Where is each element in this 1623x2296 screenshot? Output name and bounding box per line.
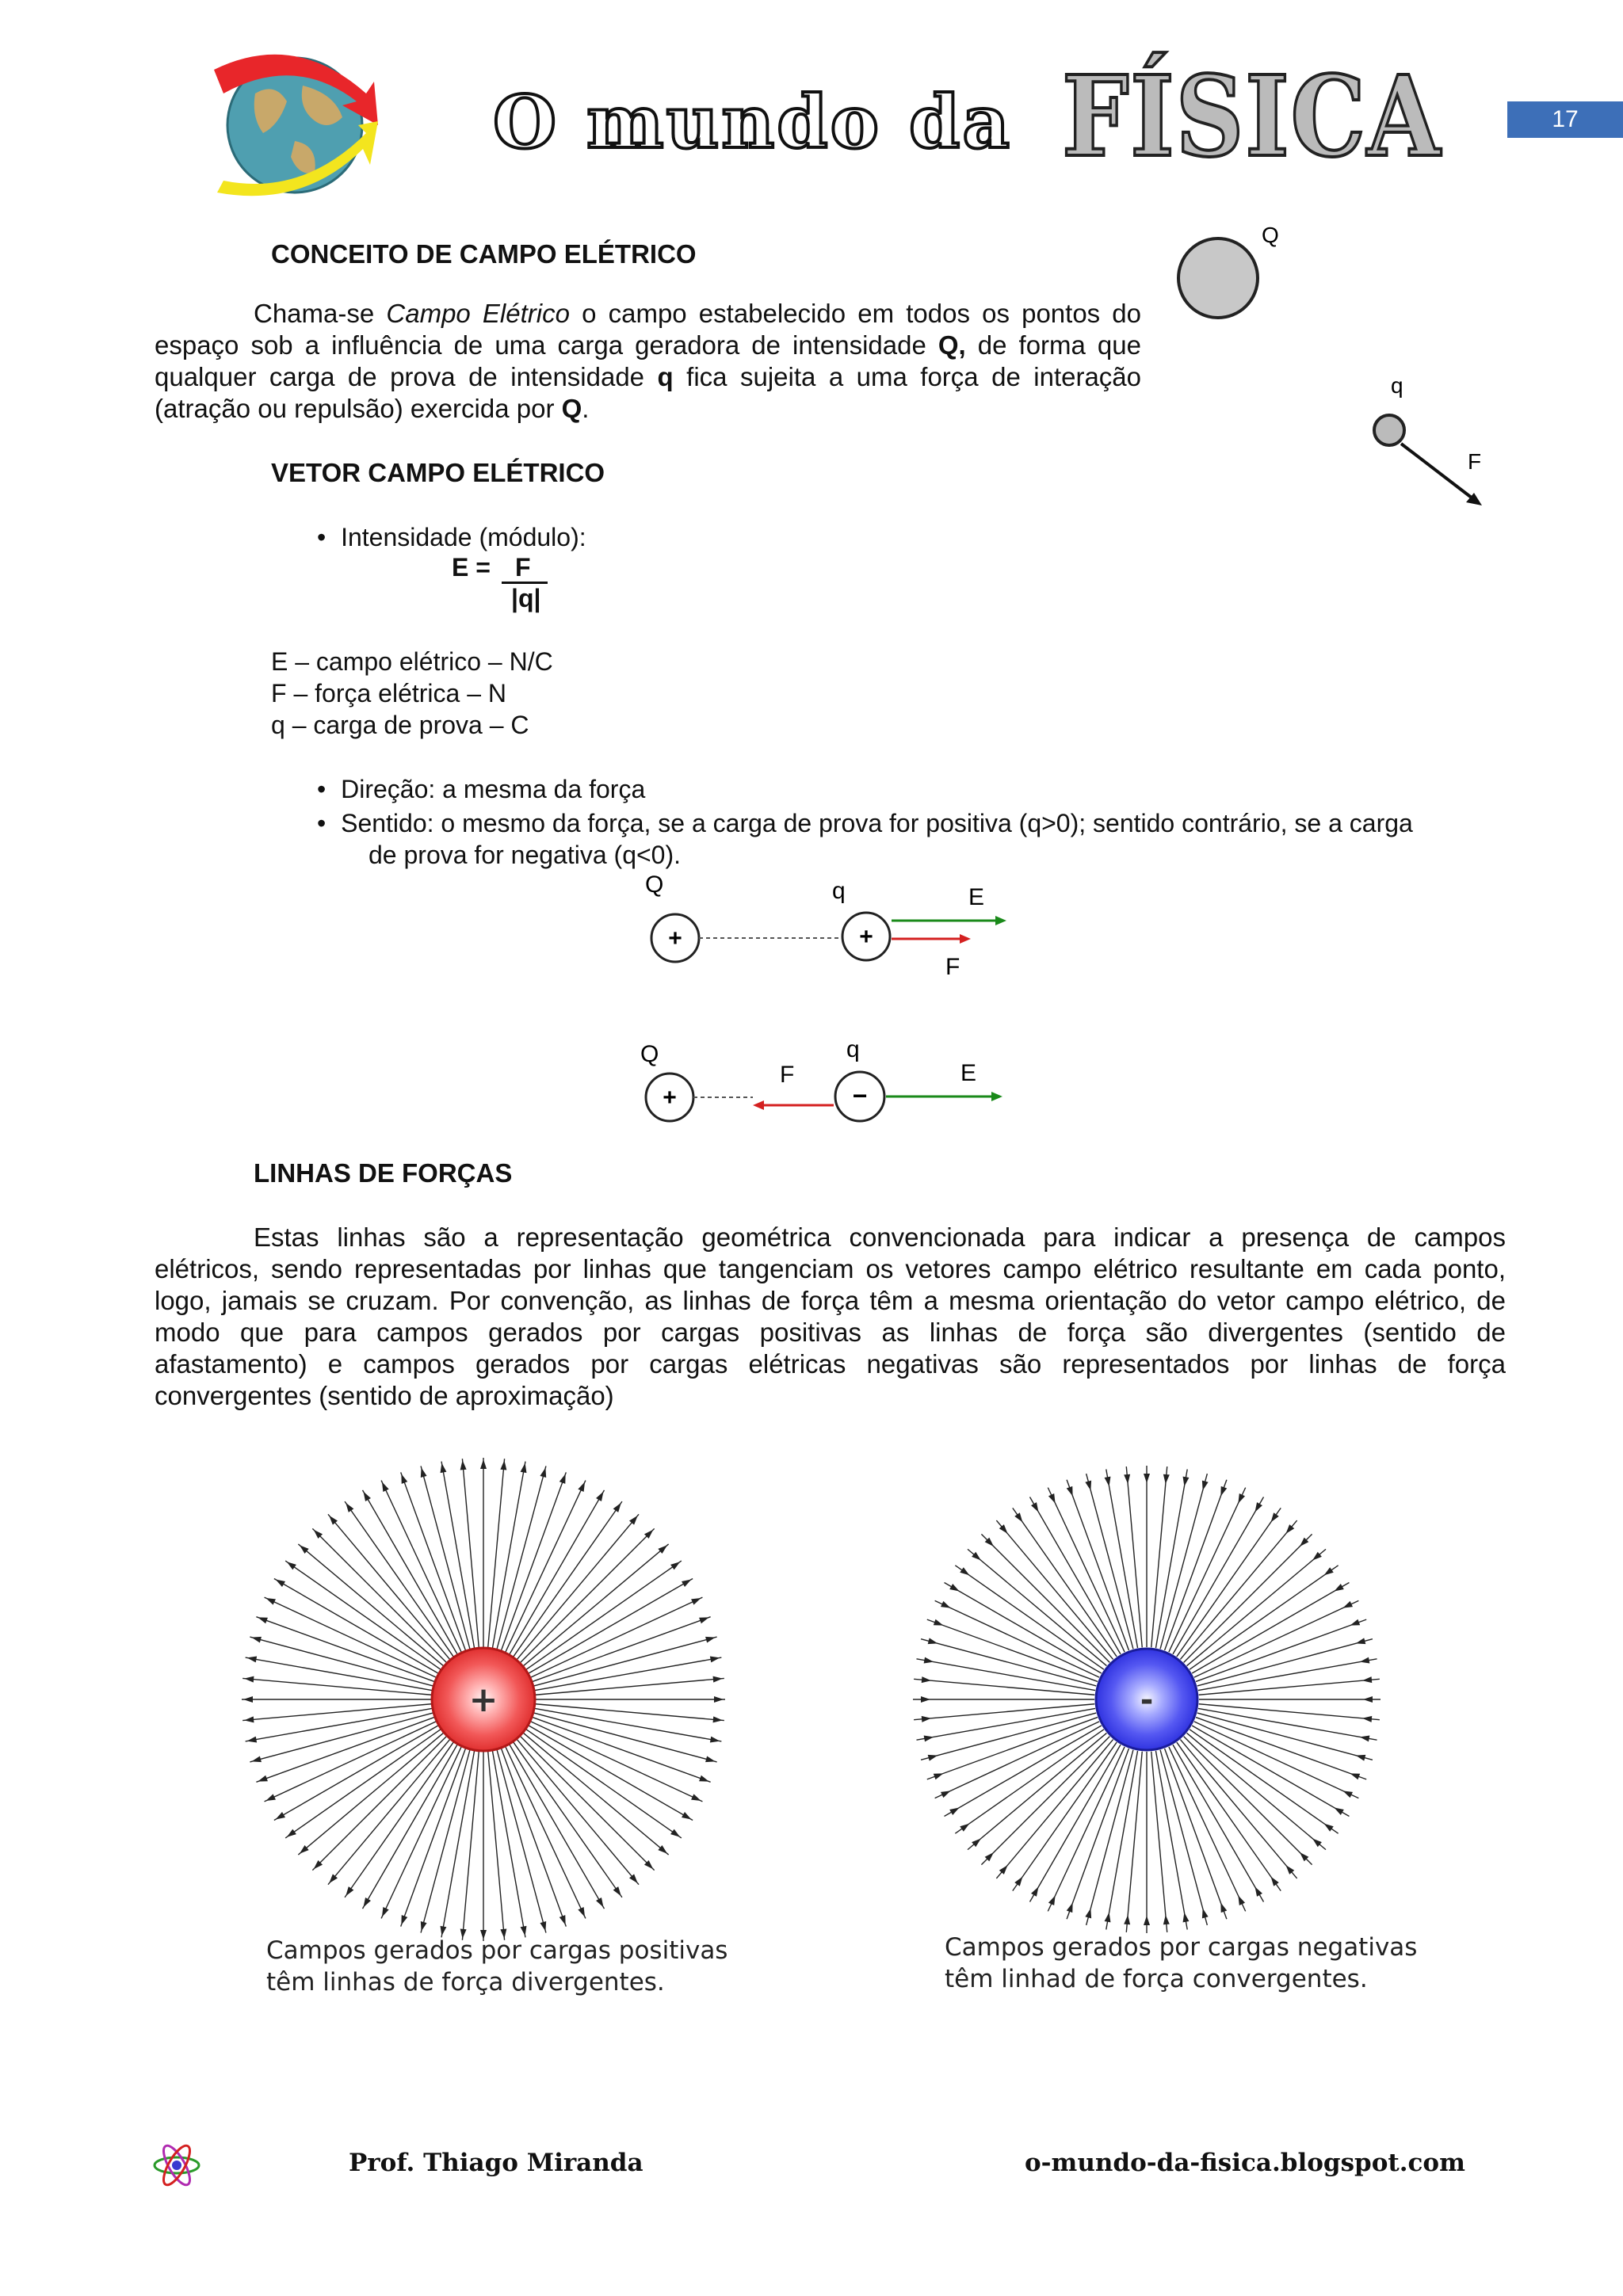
negative-test-charge-diagram (626, 1030, 1022, 1133)
text: (atração ou repulsão) exercida por (155, 394, 555, 423)
force-arrow (1401, 444, 1476, 501)
field-line-arrowhead (1356, 1638, 1366, 1644)
field-line (521, 1737, 655, 1871)
field-line-arrowhead (924, 1736, 934, 1742)
bullet-sentido-continued: de prova for negativa (q<0). (369, 841, 682, 869)
field-line (1151, 1466, 1167, 1647)
field-line-arrowhead (276, 1580, 285, 1587)
text: qualquer carga de prova de intensidade (155, 362, 645, 391)
field-line-arrowhead (949, 1808, 959, 1815)
field-line-arrowhead (691, 1598, 701, 1605)
field-line-arrowhead (1360, 1657, 1370, 1664)
field-line-arrowhead (1342, 1791, 1353, 1798)
label-Q: Q (640, 1041, 659, 1067)
field-line (1165, 1480, 1227, 1650)
footer-author: Prof. Thiago Miranda (349, 2149, 643, 2177)
field-line-arrowhead (1048, 1493, 1056, 1504)
field-line (1151, 1752, 1167, 1932)
field-line-arrowhead (710, 1737, 720, 1743)
field-arrowhead-E (991, 1092, 1002, 1101)
field-line (256, 1718, 434, 1783)
field-line (1126, 1466, 1142, 1647)
field-line-arrowhead (578, 1482, 585, 1492)
field-line-arrowhead (243, 1696, 253, 1703)
bold-Q: Q (561, 394, 582, 423)
field-line-arrowhead (1124, 1474, 1130, 1484)
label-q: q (846, 1036, 860, 1062)
negative-field-lines-diagram (903, 1462, 1395, 1937)
bullet-sentido (317, 807, 1413, 839)
paragraph-linhas (155, 1222, 1506, 1412)
field-line-arrowhead (1362, 1676, 1372, 1683)
field-line-arrowhead (258, 1775, 268, 1782)
bold-Q: Q, (938, 330, 966, 360)
field-line (1184, 1534, 1312, 1662)
field-line-arrowhead (922, 1716, 931, 1722)
field-line (914, 1679, 1094, 1695)
field-line-arrowhead (1324, 1567, 1334, 1575)
field-line-arrowhead (265, 1794, 276, 1801)
field-line-arrowhead (941, 1601, 951, 1608)
label-q: q (1391, 373, 1403, 398)
field-line-arrowhead (705, 1756, 716, 1762)
field-line-arrowhead (578, 1907, 585, 1917)
text: fica sujeita a uma força de interação (686, 362, 1142, 391)
sign-plus: + (859, 924, 873, 950)
footer-site-link[interactable]: o-mundo-da-fisica.blogspot.com (1025, 2149, 1465, 2177)
definition-q: q – carga de prova – C (271, 711, 529, 739)
field-line (981, 1737, 1109, 1865)
field-line-arrowhead (713, 1716, 723, 1722)
bullet-dot: • (317, 775, 327, 803)
sign-plus: + (663, 1085, 677, 1111)
paragraph-line: afastamento) e campos gerados por cargas elétricas negativas são representados por linhas de força (155, 1349, 1506, 1379)
field-line-arrowhead (1271, 1512, 1279, 1522)
field-line-arrowhead (1202, 1909, 1209, 1919)
field-line-arrowhead (480, 1459, 487, 1469)
caption-line: têm linhas de força divergentes. (266, 1968, 665, 1997)
bold-q: q (657, 362, 674, 391)
field-line-arrowhead (714, 1696, 724, 1703)
bullet-text: Direção: a mesma da força (341, 775, 646, 803)
field-line-arrowhead (949, 1584, 959, 1591)
section-heading-linhas: LINHAS DE FORÇAS (254, 1158, 513, 1188)
field-line-arrowhead (421, 1467, 427, 1478)
text: Chama-se (254, 299, 375, 328)
field-line (1067, 1749, 1128, 1919)
field-line-arrowhead (364, 1492, 371, 1501)
field-line (312, 1737, 446, 1871)
field-line-arrowhead (247, 1657, 258, 1663)
field-line-arrowhead (401, 1474, 407, 1484)
page-number-badge: 17 (1507, 101, 1623, 138)
field-line-arrowhead (265, 1598, 276, 1605)
label-F: F (1468, 449, 1482, 474)
field-line-arrowhead (521, 1463, 527, 1474)
field-line-arrowhead (559, 1474, 566, 1484)
field-line-arrowhead (928, 1638, 938, 1644)
field-line-arrowhead (500, 1460, 506, 1470)
label-q: q (832, 878, 846, 904)
field-line (533, 1617, 711, 1682)
atom-logo-icon (151, 2139, 203, 2191)
field-line-arrowhead (670, 1562, 680, 1569)
field-line-arrowhead (710, 1657, 720, 1663)
field-line-arrowhead (691, 1794, 701, 1801)
field-line (242, 1678, 431, 1695)
field-line-arrowhead (1220, 1903, 1227, 1913)
field-line-arrowhead (928, 1755, 938, 1761)
field-line-arrowhead (1238, 1493, 1245, 1504)
field-line-arrowhead (921, 1696, 930, 1703)
field-line-arrowhead (1163, 1915, 1170, 1924)
field-line-arrowhead (346, 1886, 353, 1896)
field-line (927, 1718, 1098, 1779)
paragraph-line: convergentes (sentido de aproximação) (155, 1381, 614, 1410)
field-line-arrowhead (613, 1886, 621, 1896)
field-line (462, 1459, 479, 1647)
paragraph-line: modo que para campos gerados por cargas positivas as linhas de força são divergentes (sentido de (155, 1318, 1506, 1347)
field-line-arrowhead (401, 1915, 407, 1925)
field-line-arrowhead (1144, 1474, 1150, 1483)
label-Q: Q (1262, 223, 1279, 247)
field-line-arrowhead (1356, 1755, 1366, 1761)
field-line-arrowhead (699, 1617, 709, 1623)
field-line (488, 1752, 505, 1940)
positive-test-charge-diagram (626, 864, 1022, 982)
field-line (536, 1678, 724, 1695)
field-line (1165, 1749, 1227, 1919)
field-line-arrowhead (1124, 1915, 1130, 1924)
field-line-arrowhead (1085, 1909, 1091, 1919)
text: o campo estabelecido em todos os pontos do (582, 299, 1142, 328)
field-line-arrowhead (1105, 1477, 1111, 1487)
field-line (1199, 1679, 1380, 1695)
sign-plus: + (468, 1680, 498, 1720)
definition-E: E – campo elétrico – N/C (271, 647, 553, 676)
field-line-arrowhead (1220, 1486, 1227, 1497)
field-line (462, 1752, 479, 1940)
field-line-arrowhead (924, 1657, 934, 1664)
field-line (1155, 1751, 1187, 1930)
positive-field-lines-diagram (242, 1454, 733, 1945)
paragraph-line: Estas linhas são a representação geométrica convencionada para indicar a presença de campos (254, 1222, 1506, 1252)
field-line-arrowhead (1014, 1512, 1022, 1522)
field-line-arrowhead (1271, 1877, 1279, 1886)
caption-negative-field (945, 1932, 1417, 1995)
field-line (401, 1472, 466, 1650)
formula-lhs: E = (452, 553, 491, 582)
paragraph-line: logo, jamais se cruzam. Por convenção, as linhas de força têm a mesma orientação do vetor campo elétrico, de (155, 1286, 1506, 1315)
field-line-arrowhead (382, 1907, 389, 1917)
term-campo-eletrico: Campo Elétrico (386, 299, 570, 328)
formula-numerator: F (515, 553, 531, 582)
field-line-arrowhead (613, 1503, 621, 1512)
field-line-arrowhead (251, 1637, 262, 1643)
field-line-arrowhead (1183, 1477, 1190, 1487)
bullet-text: Sentido: o mesmo da força, se a carga de prova for positiva (q>0); sentido contrário, se a carga (341, 809, 1413, 837)
bullet-dot: • (317, 809, 327, 837)
label-E: E (968, 884, 985, 910)
field-line-arrowhead (244, 1676, 254, 1683)
field-line-arrowhead (244, 1716, 254, 1722)
field-line-arrowhead (364, 1897, 371, 1907)
sign-minus: − (852, 1081, 868, 1110)
field-line-arrowhead (705, 1637, 716, 1643)
site-title-part2: FÍSICA (1062, 52, 1442, 182)
sign-minus: - (1140, 1682, 1154, 1718)
label-F: F (780, 1062, 795, 1088)
label-E: E (960, 1060, 977, 1086)
globe-logo-icon (208, 38, 382, 196)
field-line (916, 1659, 1095, 1691)
field-line-arrowhead (1363, 1696, 1373, 1703)
field-line (1184, 1737, 1312, 1865)
sign-plus: + (668, 925, 682, 952)
field-line-arrowhead (670, 1829, 680, 1837)
field-line (1106, 1469, 1138, 1648)
paragraph-campo (155, 298, 1141, 425)
field-line-arrowhead (460, 1460, 467, 1470)
definitions-list (271, 646, 553, 741)
field-line-arrowhead (1202, 1481, 1209, 1491)
field-line-arrowhead (934, 1619, 944, 1626)
field-line-arrowhead (276, 1812, 285, 1819)
field-line-arrowhead (596, 1492, 603, 1501)
field-line-arrowhead (287, 1562, 296, 1569)
field-line (1196, 1718, 1366, 1779)
field-line (242, 1704, 431, 1721)
field-line-arrowhead (1324, 1824, 1334, 1832)
paragraph-line: elétricos, sendo representadas por linhas que tangenciam os vetores campo elétrico resultante em cada ponto, (155, 1254, 1506, 1283)
field-line-arrowhead (441, 1463, 447, 1474)
label-Q: Q (645, 871, 664, 898)
field-line (536, 1704, 724, 1721)
field-line (981, 1534, 1109, 1662)
field-line (916, 1708, 1095, 1740)
field-line (521, 1528, 655, 1662)
field-line-arrowhead (941, 1791, 951, 1798)
source-charge-Q (1178, 238, 1258, 318)
field-line-arrowhead (1350, 1619, 1361, 1626)
test-charge-q (1374, 415, 1404, 445)
field-line (1126, 1752, 1142, 1932)
field-line-arrowhead (1105, 1913, 1111, 1923)
force-arrowhead-F (753, 1100, 764, 1110)
formula-denominator: |q| (511, 584, 541, 612)
field-line-arrowhead (960, 1567, 969, 1575)
label-F: F (945, 954, 960, 980)
field-line (401, 1749, 466, 1927)
field-line-arrowhead (1144, 1916, 1150, 1925)
field-line-arrowhead (1255, 1502, 1262, 1512)
field-line-arrowhead (251, 1756, 262, 1762)
field-line-arrowhead (699, 1775, 709, 1782)
field-line-arrowhead (421, 1921, 427, 1932)
field-line-arrowhead (934, 1773, 944, 1779)
field-line (1106, 1751, 1138, 1930)
caption-line: Campos gerados por cargas negativas (945, 1933, 1418, 1962)
caption-line: têm linhad de força convergentes. (945, 1965, 1368, 1993)
field-line-arrowhead (1163, 1474, 1170, 1484)
field-line-arrowhead (1334, 1584, 1343, 1591)
field-line (1199, 1704, 1380, 1720)
text: espaço sob a influência de uma carga geradora de intensidade (155, 330, 926, 360)
field-line-arrowhead (1067, 1486, 1073, 1497)
text: de forma que (977, 330, 1141, 360)
field-line (502, 1472, 567, 1650)
field-line-arrowhead (1085, 1481, 1091, 1491)
field-line-arrowhead (1031, 1886, 1038, 1896)
field-line-arrowhead (559, 1915, 566, 1925)
caption-positive-field (266, 1935, 727, 1998)
field-line-arrowhead (287, 1829, 296, 1837)
field-line-arrowhead (1031, 1502, 1038, 1512)
field-line (927, 1619, 1098, 1681)
field-line-arrowhead (922, 1676, 931, 1683)
field-line-arrowhead (382, 1482, 389, 1492)
bullet-text: Intensidade (módulo): (341, 523, 586, 551)
bullet-direcao (317, 773, 645, 805)
field-line (256, 1617, 434, 1682)
charge-force-diagram (1165, 214, 1498, 531)
bullet-intensidade (317, 521, 586, 553)
field-line-arrowhead (1360, 1736, 1370, 1742)
field-line-arrowhead (1183, 1913, 1190, 1923)
field-line-arrowhead (682, 1812, 691, 1819)
section-heading-campo: CONCEITO DE CAMPO ELÉTRICO (271, 239, 697, 269)
section-heading-vetor: VETOR CAMPO ELÉTRICO (271, 458, 605, 487)
field-line-arrowhead (1014, 1877, 1022, 1886)
definition-F: F – força elétrica – N (271, 679, 506, 707)
field-line-arrowhead (1067, 1903, 1073, 1913)
field-line-arrowhead (247, 1737, 258, 1743)
site-title-part1: O mundo da (493, 79, 1012, 165)
field-line (488, 1459, 505, 1647)
field-line-arrowhead (1334, 1808, 1343, 1815)
text: . (582, 394, 590, 423)
force-arrowhead-F (960, 934, 971, 944)
field-line-arrowhead (1350, 1773, 1361, 1779)
field-arrowhead-E (995, 916, 1006, 925)
caption-line: Campos gerados por cargas positivas (266, 1936, 728, 1965)
field-line (533, 1718, 711, 1783)
field-line-arrowhead (1048, 1895, 1056, 1905)
field-line-arrowhead (258, 1617, 268, 1623)
field-line-arrowhead (346, 1503, 353, 1512)
bullet-dot: • (317, 523, 327, 551)
field-line-arrowhead (1255, 1886, 1262, 1896)
field-line (1067, 1480, 1128, 1650)
field-line (1198, 1708, 1377, 1740)
field-line-arrowhead (960, 1824, 969, 1832)
field-line-arrowhead (540, 1921, 546, 1932)
field-line-arrowhead (1342, 1601, 1353, 1608)
field-line (312, 1528, 446, 1662)
field-line (1196, 1619, 1366, 1681)
field-line-arrowhead (596, 1897, 603, 1907)
field-line (1198, 1659, 1377, 1691)
field-line-arrowhead (682, 1580, 691, 1587)
field-line (1155, 1469, 1187, 1648)
field-line-arrowhead (713, 1676, 723, 1683)
field-line (914, 1704, 1094, 1720)
field-line-arrowhead (1362, 1716, 1372, 1722)
field-line (502, 1749, 567, 1927)
field-line-arrowhead (1238, 1895, 1245, 1905)
field-line-arrowhead (540, 1467, 546, 1478)
